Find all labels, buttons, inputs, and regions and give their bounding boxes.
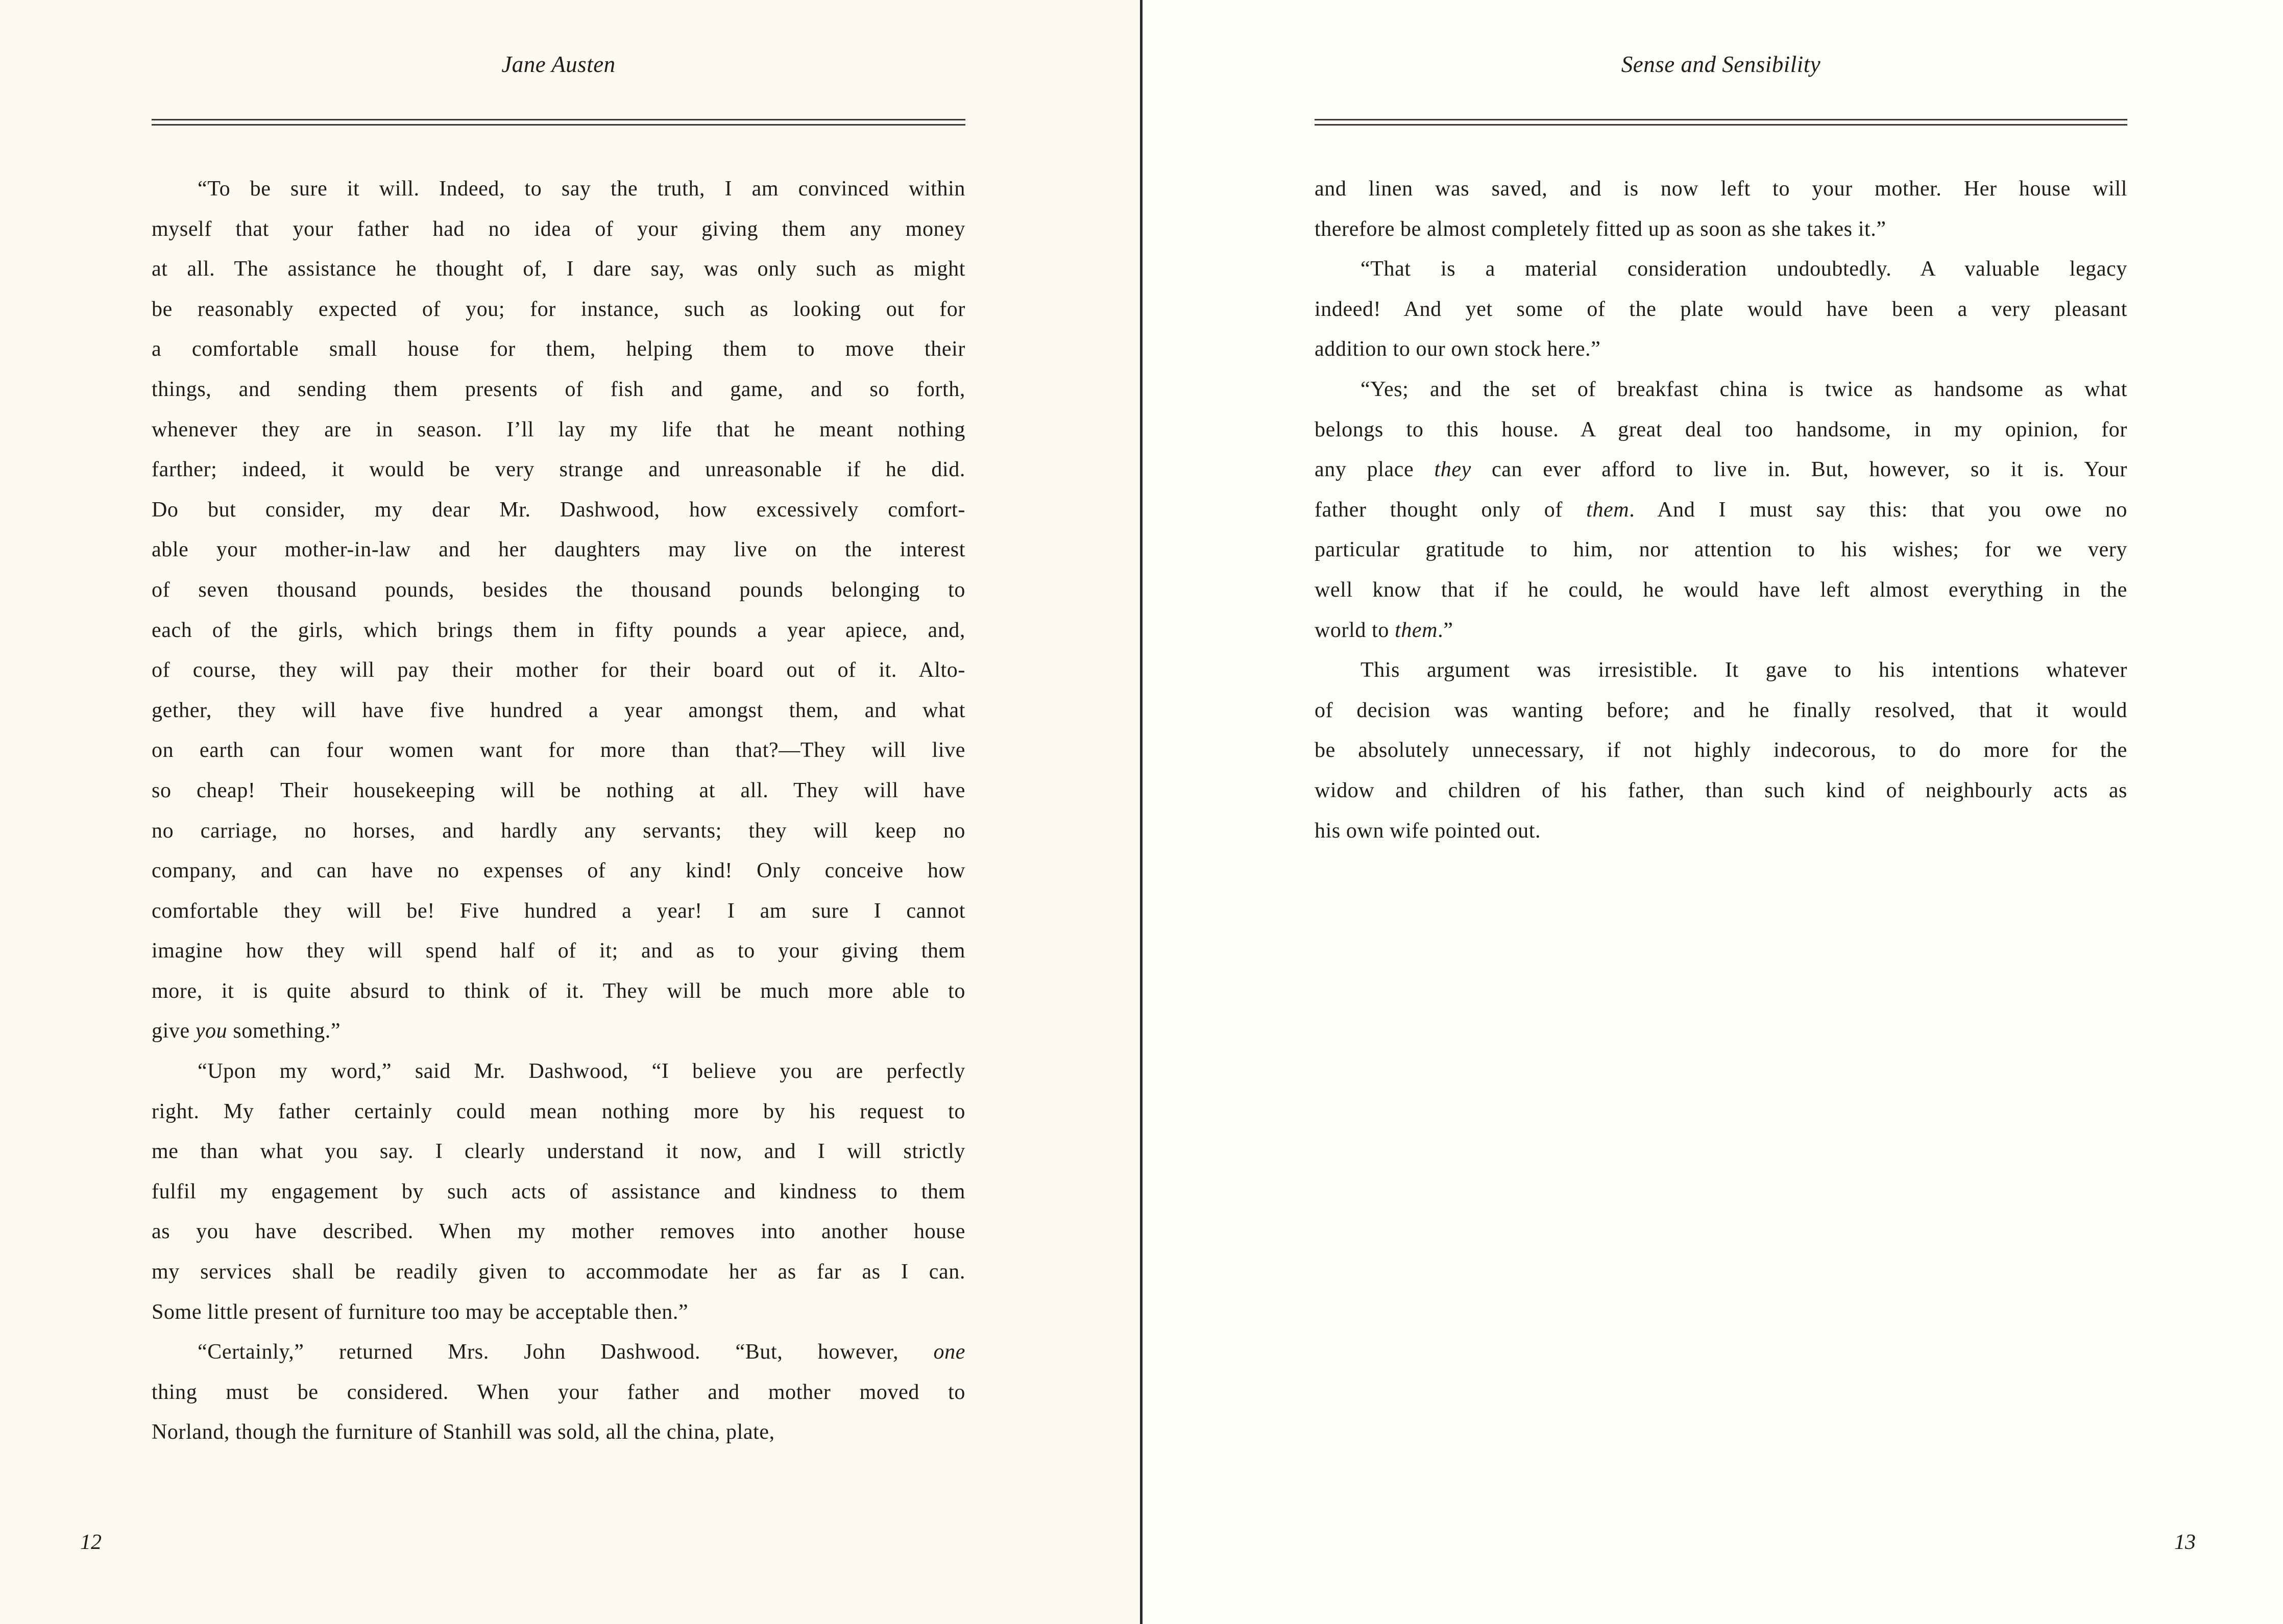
text-line: each of the girls, which brings them in fifty pounds a year apiece, and, bbox=[152, 618, 965, 642]
paragraph bbox=[152, 169, 965, 1051]
text-line: widow and children of his father, than such kind of neighbourly acts as bbox=[1315, 778, 2127, 802]
paragraph bbox=[152, 1051, 965, 1332]
paragraph bbox=[1315, 249, 2127, 370]
text-line: a comfortable small house for them, helping them to move their bbox=[152, 337, 965, 361]
text-line: particular gratitude to him, nor attention to his wishes; for we very bbox=[1315, 538, 2127, 562]
text-line: comfortable they will be! Five hundred a year! I am sure I cannot bbox=[152, 899, 965, 923]
text-line: Some little present of furniture too may be acceptable then.” bbox=[152, 1300, 689, 1324]
text-line: fulfil my engagement by such acts of assistance and kindness to them bbox=[152, 1179, 965, 1203]
text-line: at all. The assistance he thought of, I dare say, was only such as might bbox=[152, 257, 965, 281]
text-line: gether, they will have five hundred a year amongst them, and what bbox=[152, 698, 965, 722]
text-line: “Yes; and the set of breakfast china is twice as handsome as what bbox=[1361, 377, 2127, 401]
text-line: me than what you say. I clearly understand it now, and I will strictly bbox=[152, 1140, 965, 1164]
right-running-header: Sense and Sensibility bbox=[1621, 52, 1821, 77]
text-line: addition to our own stock here.” bbox=[1315, 337, 1601, 361]
text-line: any place they can ever afford to live in. But, however, so it is. Your bbox=[1315, 458, 2127, 482]
text-line: his own wife pointed out. bbox=[1315, 819, 1541, 843]
text-line: of seven thousand pounds, besides the thousand pounds belonging to bbox=[152, 578, 965, 602]
left-page-body bbox=[152, 169, 965, 1453]
right-page-number: 13 bbox=[2174, 1531, 2196, 1554]
paragraph bbox=[1315, 650, 2127, 851]
right-page bbox=[1143, 0, 2283, 1624]
right-header-rule bbox=[1315, 119, 2127, 126]
text-line: my services shall be readily given to accommodate her as far as I can. bbox=[152, 1260, 965, 1284]
text-line: of course, they will pay their mother for their board out of it. Alto- bbox=[152, 658, 965, 682]
text-line: father thought only of them. And I must say this: that you owe no bbox=[1315, 498, 2127, 522]
text-line: on earth can four women want for more than that?—They will live bbox=[152, 739, 965, 762]
text-line: company, and can have no expenses of any kind! Only conceive how bbox=[152, 859, 965, 883]
left-header-rule bbox=[152, 119, 965, 126]
text-line: no carriage, no horses, and hardly any servants; they will keep no bbox=[152, 819, 965, 843]
text-line: therefore be almost completely fitted up as soon as she takes it.” bbox=[1315, 217, 1886, 241]
left-page-number: 12 bbox=[80, 1531, 102, 1554]
text-line: indeed! And yet some of the plate would have been a very pleasant bbox=[1315, 297, 2127, 321]
text-line: whenever they are in season. I’ll lay my life that he meant nothing bbox=[152, 417, 965, 441]
text-line: as you have described. When my mother removes into another house bbox=[152, 1220, 965, 1244]
text-line: belongs to this house. A great deal too handsome, in my opinion, for bbox=[1315, 417, 2127, 441]
text-line: and linen was saved, and is now left to your mother. Her house will bbox=[1315, 177, 2127, 201]
text-line: so cheap! Their housekeeping will be nothing at all. They will have bbox=[152, 778, 965, 802]
text-line: farther; indeed, it would be very strange and unreasonable if he did. bbox=[152, 458, 965, 482]
text-line: Do but consider, my dear Mr. Dashwood, how excessively comfort- bbox=[152, 498, 965, 522]
text-line: be absolutely unnecessary, if not highly indecorous, to do more for the bbox=[1315, 739, 2127, 762]
text-line: things, and sending them presents of fish and game, and so forth, bbox=[152, 377, 965, 401]
text-line: imagine how they will spend half of it; and as to your giving them bbox=[152, 939, 965, 963]
paragraph bbox=[152, 1332, 965, 1453]
text-line: myself that your father had no idea of your giving them any money bbox=[152, 217, 965, 241]
paragraph bbox=[1315, 370, 2127, 650]
text-line: world to them.” bbox=[1315, 618, 1453, 642]
text-line: of decision was wanting before; and he finally resolved, that it would bbox=[1315, 698, 2127, 722]
paragraph bbox=[1315, 169, 2127, 249]
text-line: more, it is quite absurd to think of it. They will be much more able to bbox=[152, 979, 965, 1003]
text-line: “To be sure it will. Indeed, to say the truth, I am convinced within bbox=[198, 177, 965, 201]
text-line: thing must be considered. When your father and mother moved to bbox=[152, 1380, 965, 1404]
text-line: Norland, though the furniture of Stanhill was sold, all the china, plate, bbox=[152, 1420, 775, 1444]
text-line: able your mother-in-law and her daughters may live on the interest bbox=[152, 538, 965, 562]
left-page bbox=[0, 0, 1140, 1624]
text-line: “Upon my word,” said Mr. Dashwood, “I believe you are perfectly bbox=[198, 1060, 965, 1084]
text-line: well know that if he could, he would have left almost everything in the bbox=[1315, 578, 2127, 602]
text-line: be reasonably expected of you; for instance, such as looking out for bbox=[152, 297, 965, 321]
text-line: This argument was irresistible. It gave to his intentions whatever bbox=[1361, 658, 2127, 682]
text-line: “Certainly,” returned Mrs. John Dashwood. “But, however, one bbox=[198, 1340, 965, 1364]
left-running-header: Jane Austen bbox=[501, 52, 616, 77]
text-line: right. My father certainly could mean nothing more by his request to bbox=[152, 1099, 965, 1123]
text-line: give you something.” bbox=[152, 1019, 341, 1043]
right-page-body bbox=[1315, 169, 2127, 851]
text-line: “That is a material consideration undoubtedly. A valuable legacy bbox=[1361, 257, 2127, 281]
